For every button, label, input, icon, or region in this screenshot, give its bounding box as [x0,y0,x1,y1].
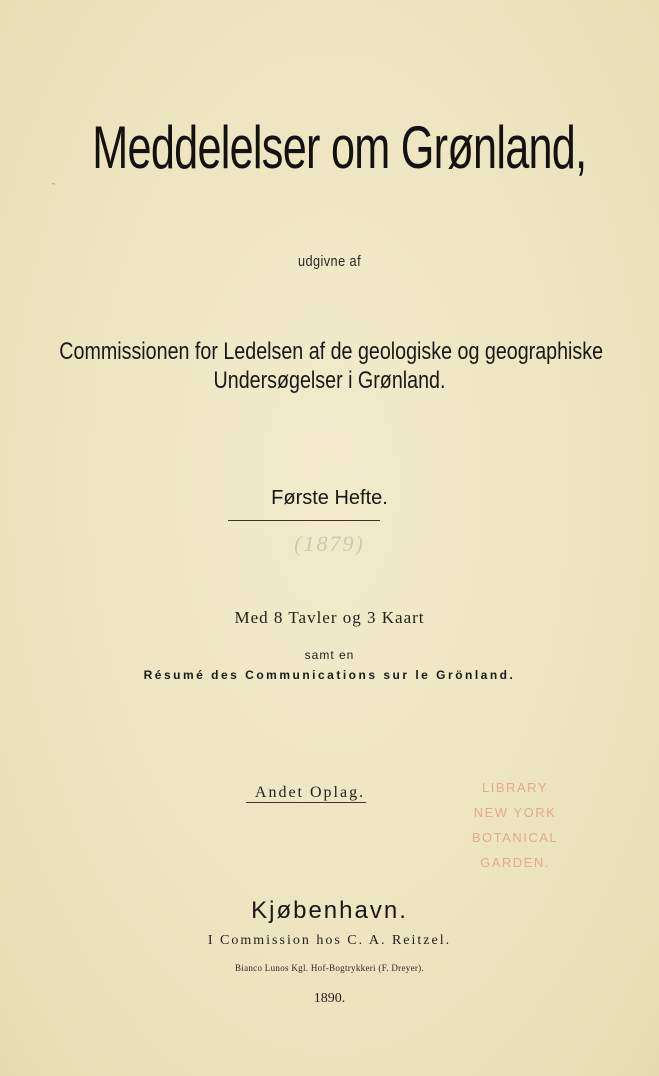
with-text: samt en [304,648,355,662]
library-stamp-line: NEW YORK [473,805,557,820]
part-heading: Første Hefte. [271,487,388,509]
publisher-intro: udgivne af [297,253,362,270]
commission-sale: I Commission hos C. A. Reitzel. [207,933,452,948]
library-stamp-line: GARDEN. [480,855,550,870]
commission-line-2: Undersøgelser i Grønland. [213,367,446,394]
ink-speck: ‶ [52,182,55,191]
publication-year: 1890. [313,991,346,1006]
document-title: Meddelelser om Grønland, [92,114,587,181]
plates-info: Med 8 Tavler og 3 Kaart [234,608,425,627]
part-divider [228,520,380,521]
library-stamp-line: LIBRARY [482,780,548,795]
printer-line: Bianco Lunos Kgl. Hof-Bogtrykkeri (F. Dreyer). [234,963,425,973]
library-stamp-line: BOTANICAL [471,830,559,845]
edition-label: Andet Oplag. [254,784,366,801]
handwritten-number: (1879) [294,531,365,556]
resume-title: Résumé des Communications sur le Grönland. [143,668,516,682]
edition-divider [246,802,366,803]
publication-city: Kjøbenhavn. [251,897,408,924]
commission-line-1: Commissionen for Ledelsen af de geologiske og geographiske [59,338,604,365]
